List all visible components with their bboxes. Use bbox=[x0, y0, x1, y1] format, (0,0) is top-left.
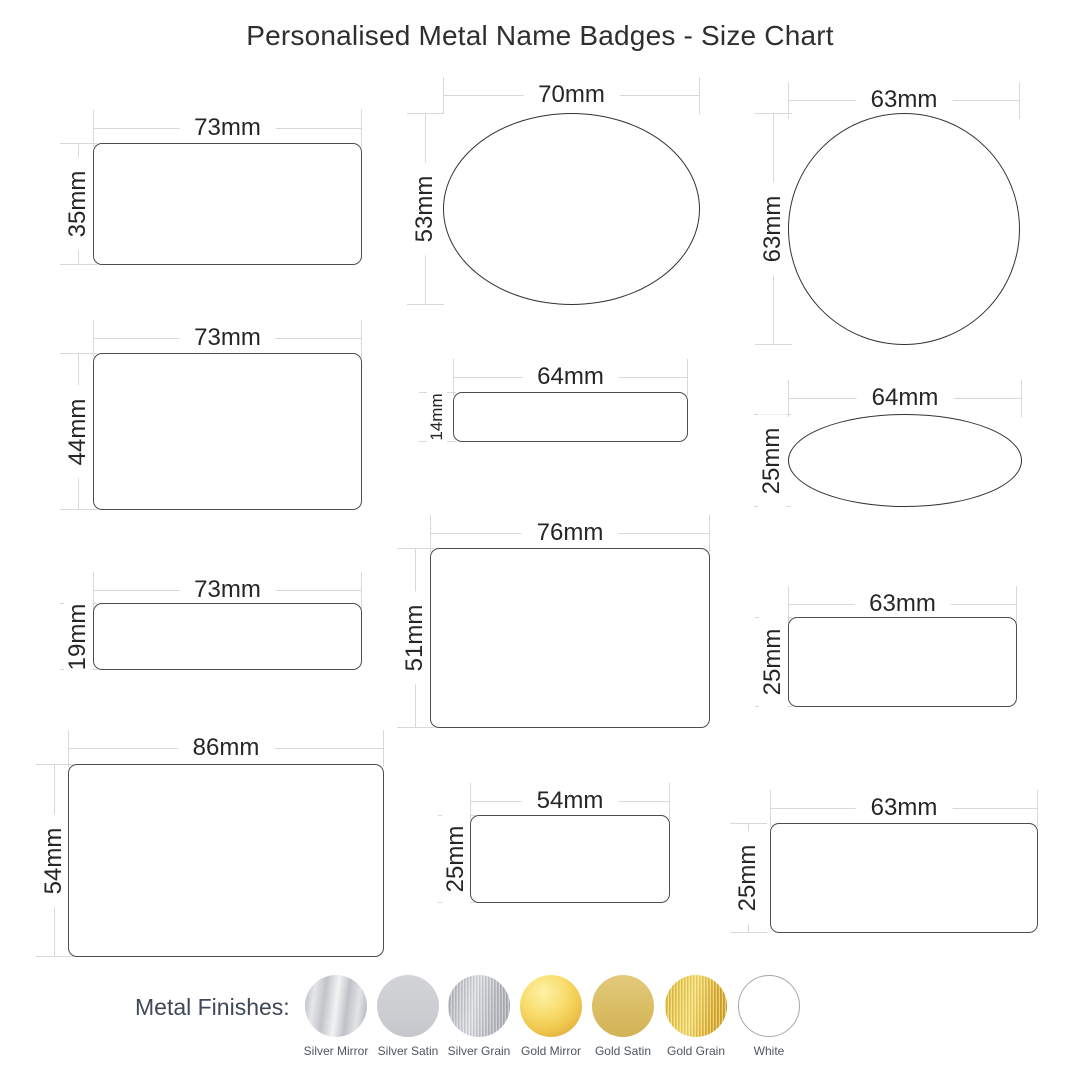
swatch-label: White bbox=[753, 1044, 785, 1058]
badge-shape-rounded-rect bbox=[93, 353, 362, 510]
swatch-label: Silver Satin bbox=[377, 1044, 439, 1058]
swatch-gold-grain bbox=[665, 975, 727, 1058]
gold-satin-swatch-icon bbox=[592, 975, 654, 1037]
swatch-gold-mirror bbox=[520, 975, 582, 1058]
width-label: 63mm bbox=[854, 590, 951, 618]
height-label: 19mm bbox=[64, 590, 92, 683]
width-label: 73mm bbox=[179, 576, 276, 604]
width-label: 63mm bbox=[856, 86, 953, 114]
width-label: 64mm bbox=[857, 384, 954, 412]
white-swatch-icon bbox=[738, 975, 800, 1037]
swatch-label: Gold Grain bbox=[666, 1044, 726, 1058]
width-label: 64mm bbox=[522, 363, 619, 391]
width-label: 63mm bbox=[856, 794, 953, 822]
silver-mirror-swatch-icon bbox=[305, 975, 367, 1037]
swatch-label: Silver Mirror bbox=[303, 1044, 369, 1058]
swatch-silver-grain bbox=[447, 975, 511, 1058]
badge-shape-rounded-rect bbox=[470, 815, 670, 903]
swatch-gold-satin bbox=[592, 975, 654, 1058]
width-label: 73mm bbox=[179, 114, 276, 142]
badge-shape-rounded-rect bbox=[770, 823, 1038, 933]
badge-shape-rounded-rect bbox=[453, 392, 688, 442]
badge-shape-rounded-rect bbox=[68, 764, 384, 957]
swatch-silver-satin bbox=[377, 975, 439, 1058]
silver-grain-swatch-icon bbox=[448, 975, 510, 1037]
badge-shape-rounded-rect bbox=[93, 143, 362, 265]
swatch-label: Silver Grain bbox=[447, 1044, 511, 1058]
height-label: 51mm bbox=[401, 592, 429, 685]
silver-satin-swatch-icon bbox=[377, 975, 439, 1037]
badge-shape-oval bbox=[788, 414, 1022, 507]
swatch-white bbox=[738, 975, 800, 1058]
swatch-silver-mirror bbox=[303, 975, 369, 1058]
height-label: 54mm bbox=[40, 814, 68, 907]
gold-grain-swatch-icon bbox=[665, 975, 727, 1037]
metal-finishes-label: Metal Finishes: bbox=[135, 994, 290, 1020]
width-label: 76mm bbox=[522, 519, 619, 547]
height-label: 14mm bbox=[427, 386, 447, 447]
width-label: 73mm bbox=[179, 324, 276, 352]
badge-shape-rounded-rect bbox=[93, 603, 362, 670]
height-label: 25mm bbox=[734, 832, 762, 925]
gold-mirror-swatch-icon bbox=[520, 975, 582, 1037]
height-label: 25mm bbox=[442, 813, 470, 906]
height-label: 63mm bbox=[759, 183, 787, 276]
badge-shape-rounded-rect bbox=[430, 548, 710, 728]
width-label: 54mm bbox=[522, 787, 619, 815]
swatch-label: Gold Satin bbox=[594, 1044, 652, 1058]
badge-shape-rounded-rect bbox=[788, 617, 1017, 707]
badge-shape-oval bbox=[443, 113, 700, 305]
height-label: 25mm bbox=[759, 616, 787, 709]
badge-shape-circle bbox=[788, 113, 1020, 345]
swatch-label: Gold Mirror bbox=[520, 1044, 582, 1058]
width-label: 70mm bbox=[523, 81, 620, 109]
height-label: 35mm bbox=[64, 158, 92, 251]
page-title: Personalised Metal Name Badges - Size Chart bbox=[246, 20, 834, 51]
height-label: 25mm bbox=[758, 414, 786, 507]
height-label: 44mm bbox=[64, 385, 92, 478]
width-label: 86mm bbox=[178, 734, 275, 762]
height-label: 53mm bbox=[411, 163, 439, 256]
